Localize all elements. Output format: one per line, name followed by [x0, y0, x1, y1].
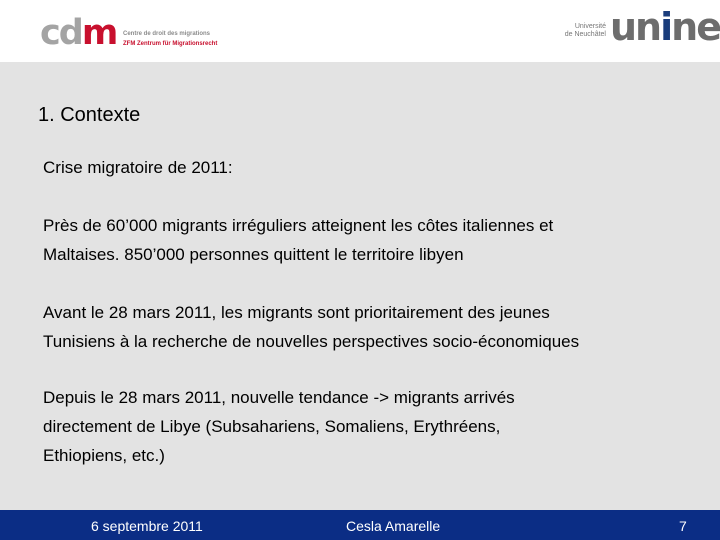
paragraph-line: Ethiopiens, etc.)	[43, 446, 165, 465]
paragraph-line: Depuis le 28 mars 2011, nouvelle tendance -> migrants arrivés	[43, 388, 515, 407]
slide-title: 1. Contexte	[38, 104, 141, 126]
slide-subtitle: Crise migratoire de 2011:	[43, 158, 233, 177]
unine-logo-text	[556, 23, 606, 39]
slide-header	[0, 0, 720, 62]
paragraph-before-march	[43, 298, 703, 356]
unine-logo-line2: de Neuchâtel	[564, 31, 606, 38]
unine-logo	[556, 5, 720, 49]
cdm-logo-mark-prefix: cd	[40, 13, 82, 53]
unine-logo-mark-b: i	[660, 5, 672, 49]
cdm-logo-line1: Centre de droit des migrations	[123, 31, 211, 37]
unine-logo-mark-c: ne	[671, 5, 720, 49]
cdm-logo-line2: ZFM Zentrum für Migrationsrecht	[123, 41, 218, 47]
paragraph-line: Maltaises. 850’000 personnes quittent le territoire libyen	[43, 245, 464, 264]
footer-page-number: 7	[679, 518, 687, 534]
paragraph-line: directement de Libye (Subsahariens, Somaliens, Erythréens,	[43, 417, 501, 436]
cdm-logo	[40, 15, 236, 51]
cdm-logo-mark-accent: m	[81, 13, 117, 53]
unine-logo-line1: Université	[574, 23, 606, 30]
cdm-logo-mark	[40, 15, 116, 51]
paragraph-line: Avant le 28 mars 2011, les migrants sont prioritairement des jeunes	[43, 303, 550, 322]
slide-content	[0, 62, 720, 510]
unine-logo-mark-a: un	[610, 5, 661, 49]
paragraph-line: Tunisiens à la recherche de nouvelles perspectives socio-économiques	[43, 332, 580, 351]
slide-footer	[0, 510, 720, 540]
paragraph-since-march	[43, 383, 703, 470]
footer-date: 6 septembre 2011	[91, 518, 203, 534]
paragraph-line: Près de 60’000 migrants irréguliers atteignent les côtes italiennes et	[43, 216, 554, 235]
paragraph-migrants-count	[43, 211, 703, 269]
footer-author: Cesla Amarelle	[346, 518, 441, 534]
unine-logo-mark	[610, 7, 720, 47]
cdm-logo-text	[123, 29, 217, 49]
